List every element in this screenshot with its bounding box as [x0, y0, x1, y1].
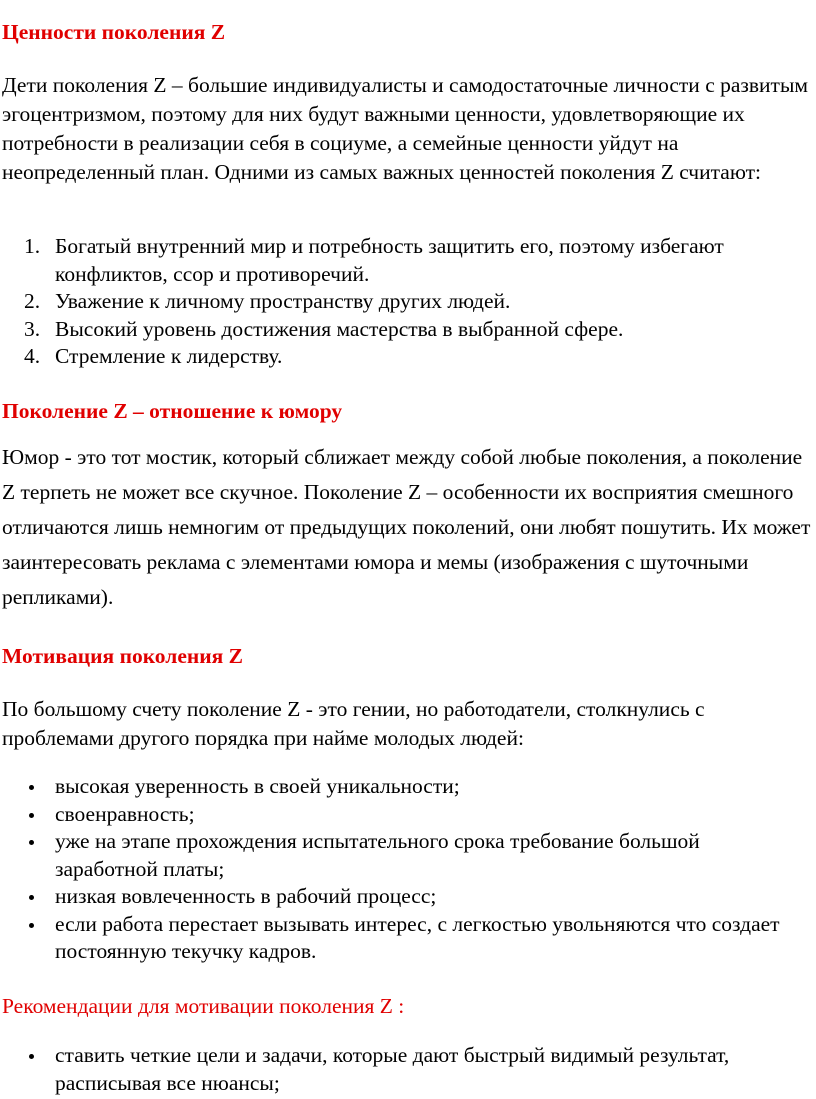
- list-item-text: своенравность;: [55, 801, 195, 826]
- paragraph-motivation: По большому счету поколение Z - это гении, но работодатели, столкнулись с проблемами другого порядка при найме молодых людей:: [2, 697, 705, 750]
- list-item-text: высокая уверенность в своей уникальности;: [55, 774, 460, 798]
- bullet-icon: [29, 813, 34, 818]
- list-item-text: Стремление к лидерству.: [55, 344, 283, 368]
- list-item-text: низкая вовлеченность в рабочий процесс;: [55, 884, 437, 908]
- list-item-text: Богатый внутренний мир и потребность защитить его, поэтому избегают конфликтов, ссор и противоречий.: [55, 234, 724, 286]
- paragraph-values: Дети поколения Z – большие индивидуалисты и самодостаточные личности с развитым эгоцентризмом, поэтому для них будут важными ценности, удовлетворяющие их потребности в реализации себя в социуме, а семейные ценности уйдут на неопределенный план. Одними из самых важных ценностей поколения Z считают:: [2, 73, 808, 184]
- list-item-text: ставить четкие цели и задачи, которые дают быстрый видимый результат, расписывая все нюансы;: [55, 1043, 730, 1095]
- list-item: [0, 316, 805, 344]
- list-number: 3.: [24, 316, 41, 341]
- bullet-icon: [29, 895, 34, 900]
- motivation-list: [0, 773, 816, 966]
- list-item: [0, 233, 805, 288]
- values-list: [0, 233, 816, 371]
- heading-humor: Поколение Z – отношение к юмору: [2, 399, 343, 423]
- bullet-icon: [29, 785, 34, 790]
- recommendations-list: [0, 1042, 816, 1097]
- bullet-icon: [29, 1054, 34, 1059]
- list-item: [0, 828, 805, 883]
- list-item-text: Уважение к личному пространству других людей.: [55, 289, 511, 313]
- heading-values: Ценности поколения Z: [2, 20, 226, 44]
- list-item: [0, 288, 805, 316]
- list-item: [0, 343, 805, 371]
- paragraph-humor: Юмор - это тот мостик, который сближает между собой любые поколения, а поколение Z терпеть не может все скучное. Поколение Z – особенности их восприятия смешного отличаются лишь немногим от предыдущих поколений, они любят пошутить. Их может заинтересовать реклама с элементами юмора и мемы (изображения с шуточными репликами).: [2, 445, 811, 609]
- list-number: 2.: [24, 289, 41, 313]
- list-item: [0, 1042, 805, 1097]
- heading-motivation: Мотивация поколения Z: [2, 644, 244, 668]
- list-item-text: уже на этапе прохождения испытательного срока требование большой заработной платы;: [55, 829, 700, 881]
- list-number: 1.: [24, 234, 41, 258]
- bullet-icon: [29, 923, 34, 928]
- list-item: [0, 801, 805, 829]
- bullet-icon: [29, 840, 34, 845]
- list-item: [0, 883, 805, 911]
- list-item: [0, 773, 805, 801]
- list-item-text: Высокий уровень достижения мастерства в выбранной сфере.: [55, 316, 624, 341]
- list-item: [0, 911, 805, 966]
- list-number: 4.: [24, 344, 41, 368]
- list-item-text: если работа перестает вызывать интерес, с легкостью увольняются что создает постоянную текучку кадров.: [55, 911, 780, 963]
- heading-recommendations: Рекомендации для мотивации поколения Z :: [2, 994, 405, 1018]
